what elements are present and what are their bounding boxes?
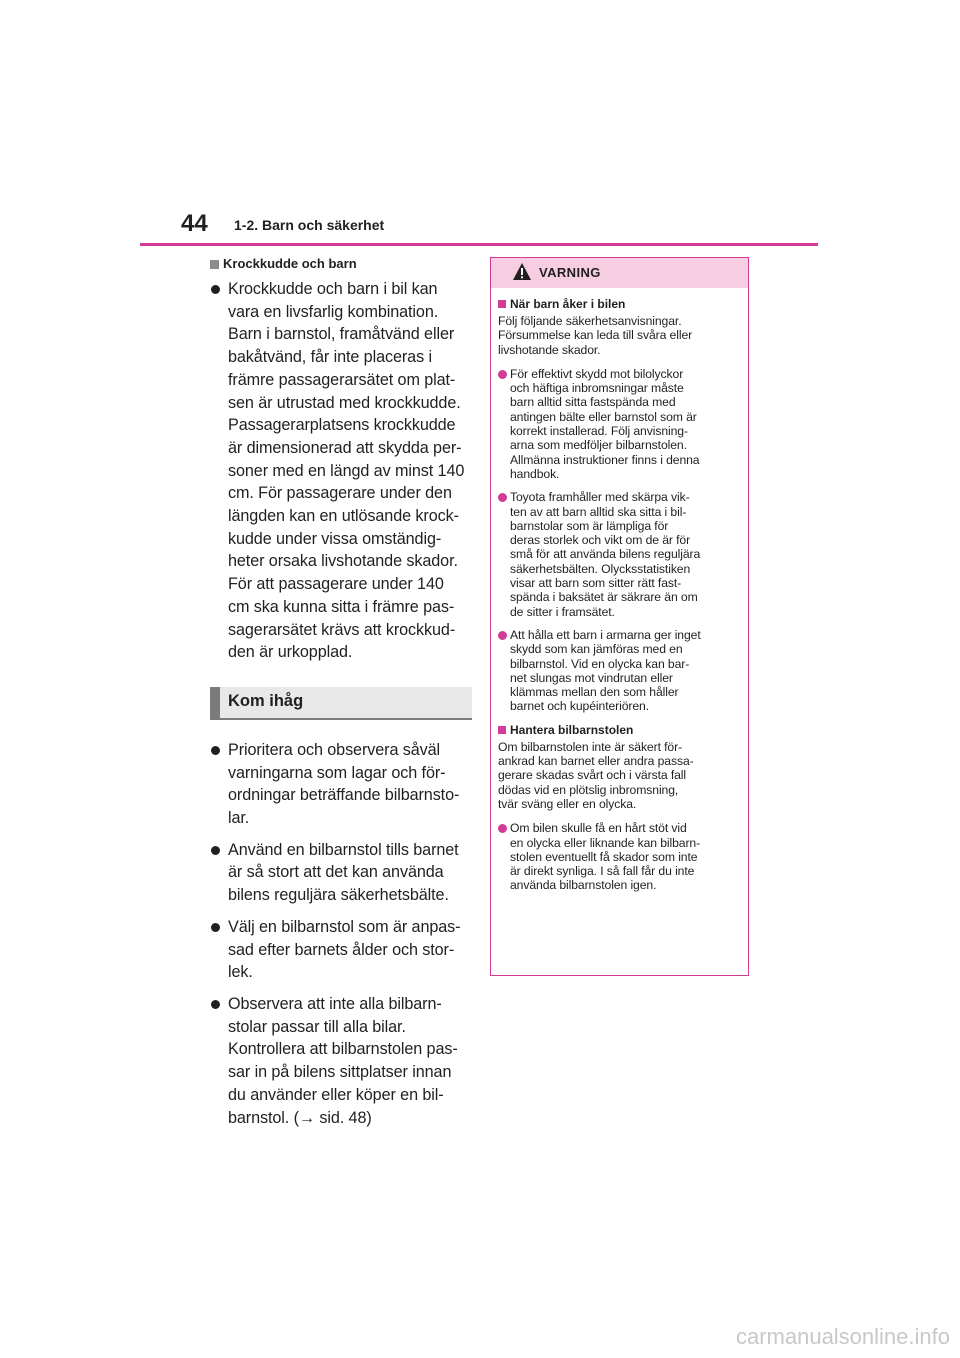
text-line: sagerarsätet krävs att krockkud- [228,620,456,639]
text-line: Passagerarplatsens krockkudde [228,416,456,435]
text-line: är dimensionerad att skydda per- [228,438,462,457]
text-line: Försummelse kan leda till svåra eller [498,328,693,343]
square-bullet-icon [498,300,506,308]
section-title: 1-2. Barn och säkerhet [234,217,385,233]
text-line: de sitter i framsätet. [510,604,615,619]
bullet-dot-icon [498,370,507,379]
square-bullet-icon [498,726,506,734]
text-line: Följ följande säkerhetsanvisningar. [498,314,682,328]
text-line: stolen eventuellt få skador som inte [510,849,698,864]
remember-bullet [210,993,472,1129]
text-line: visar att barn som sitter rätt fast- [510,576,682,591]
text-line: bilens reguljära säkerhetsbälte. [228,886,449,905]
text-line: en olycka eller liknande kan bilbarn- [510,835,701,850]
text-line: dödas vid en plötslig inbromsning, [498,782,679,797]
remember-bullet [210,839,472,907]
text-line: Använd en bilbarnstol tills barnet [228,840,459,859]
text-line: lek. [228,963,253,982]
text-line: cm ska kunna sitta i främre pas- [228,597,455,616]
text-line: stolar passar till alla bilar. [228,1017,406,1036]
text-line: sad efter barnets ålder och stor- [228,940,455,959]
warning-paragraph [498,740,742,811]
bullet-dot-icon [498,824,507,833]
subheading-text: Krockkudde och barn [223,256,357,271]
text-line: korrekt installerad. Följ anvisning- [510,424,688,439]
text-line: net slungas mot vindrutan eller [510,670,673,685]
text-line: tvär sväng eller en olycka. [498,796,637,811]
text-line: ten av att barn alltid ska sitta i bil- [510,504,687,519]
text-line: ankrad kan barnet eller andra passa- [498,754,694,769]
text-line: soner med en längd av minst 140 [228,461,465,480]
text-line: bakåtvänd, får inte placeras i [228,348,432,367]
warning-bullet [498,628,742,714]
text-line: Prioritera och observera såväl [228,740,441,759]
bullet-dot-icon [211,746,220,755]
text-line: barnstolar som är lämpliga för [510,518,669,533]
text-line: Allmänna instruktioner finns i denna [510,452,700,467]
bullet-dot-icon [211,285,220,294]
text-line: Observera att inte alla bilbarn- [228,994,442,1013]
text-line: vara en livsfarlig kombination. [228,302,439,321]
text-line: Kontrollera att bilbarnstolen pas- [228,1040,458,1059]
text-line: sar in på bilens sittplatser innan [228,1063,452,1082]
remember-box [210,687,472,720]
subheading-text: Hantera bilbarnstolen [510,722,634,737]
text-line: små för att använda bilens reguljära [510,547,701,562]
text-line: skydd som kan jämföras med en [510,642,683,657]
text-line: Att hålla ett barn i armarna ger inget [510,627,701,642]
warning-box [490,257,749,976]
warning-subheading [498,723,742,737]
bullet-dot-icon [211,1000,220,1009]
text-line: Om bilen skulle få en hårt stöt vid [510,821,687,836]
text-line: längden kan en utlösande krock- [228,507,459,526]
text-line: Krockkudde och barn i bil kan [228,280,438,298]
text-line: är så stort att det kan använda [228,863,444,882]
text-line: lar. [228,809,250,828]
warning-triangle-icon [512,262,532,282]
text-line: spända i baksätet är säkrare än om [510,590,698,605]
text-line: klämmas mellan den som håller [510,685,679,700]
text-line: cm. För passagerare under den [228,484,452,503]
text-line: främre passagerarsätet om plat- [228,370,456,389]
airbag-bullet [210,278,472,664]
warning-bullet [498,821,742,892]
warning-bullet [498,367,742,481]
text-line: arna som medföljer bilbarnstolen. [510,438,687,453]
bullet-dot-icon [498,631,507,640]
bullet-dot-icon [211,846,220,855]
subheading-text: När barn åker i bilen [510,297,626,311]
subheading-airbag [210,256,472,272]
warning-paragraph [498,314,742,357]
warning-bullet [498,490,742,619]
text-line: För effektivt skydd mot bilolyckor [510,366,684,381]
left-column [210,256,472,1138]
text-line: antingen bälte eller barnstol som är [510,409,697,424]
text-line: Om bilbarnstolen inte är säkert för- [498,739,683,754]
text-line: Toyota framhåller med skärpa vik- [510,490,690,505]
text-line: barnet och kupéinteriören. [510,699,650,714]
watermark-text: carmanualsonline.info [735,1324,950,1349]
text-line: Barn i barnstol, framåtvänd eller [228,325,455,344]
text-line: barn alltid sitta fastspända med [510,395,676,410]
page-reference-link[interactable]: barnstol. (→ sid. 48) [228,1108,372,1127]
text-line: du använder eller köper en bil- [228,1085,444,1104]
text-line: den är urkopplad. [228,643,353,662]
text-line: heter orsaka livshotande skador. [228,552,458,571]
text-line: För att passagerare under 140 [228,575,444,594]
bullet-dot-icon [211,923,220,932]
bullet-dot-icon [498,493,507,502]
warning-subheading [498,297,742,311]
remember-title: Kom ihåg [228,691,304,710]
text-line: bilbarnstol. Vid en olycka kan bar- [510,656,690,671]
text-line: deras storlek och vikt om de är för [510,533,691,548]
warning-title: VARNING [539,265,601,280]
text-line: varningarna som lagar och för- [228,763,446,782]
text-line: kudde under vissa omständig- [228,529,442,548]
remember-bullet [210,739,472,830]
text-line: gerare skadas svårt och i värsta fall [498,768,686,783]
remember-bullet [210,916,472,984]
text-line: sen är utrustad med krockkudde. [228,393,461,412]
square-bullet-icon [210,260,219,269]
text-line: är direkt synliga. I så fall får du inte [510,864,695,879]
text-line: ordningar beträffande bilbarnsto- [228,786,460,805]
text-line: använda bilbarnstolen igen. [510,878,657,893]
text-line: Välj en bilbarnstol som är anpas- [228,917,461,936]
text-line: livshotande skador. [498,342,601,357]
warning-body [491,288,748,893]
header-rule [140,243,818,246]
text-line: och häftiga inbromsningar måste [510,381,684,396]
text-line: säkerhetsbälten. Olycksstatistiken [510,561,691,576]
page-number: 44 [181,210,208,237]
text-line: handbok. [510,466,560,481]
warning-header [491,258,748,288]
